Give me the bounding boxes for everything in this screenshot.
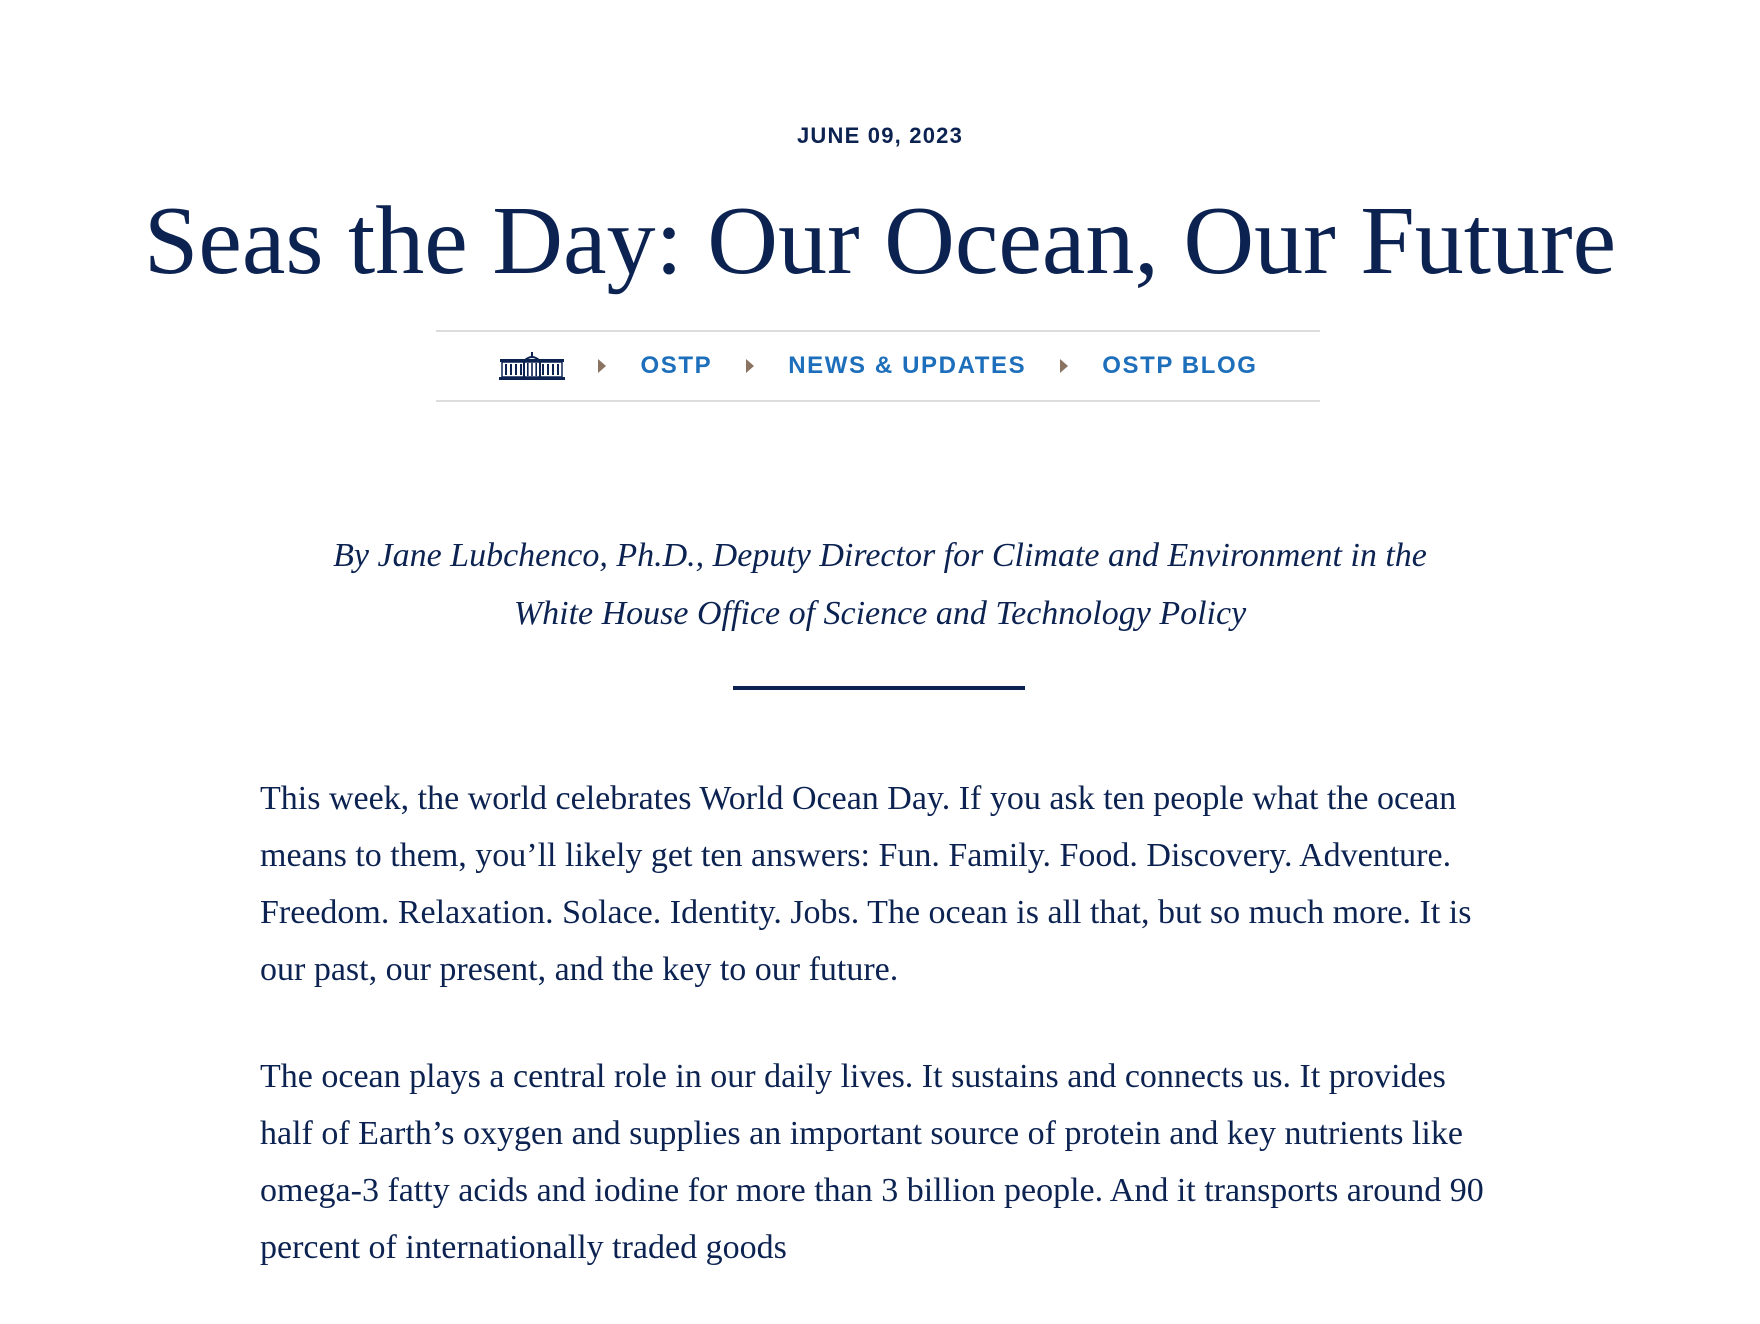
breadcrumb-separator-icon [598, 359, 606, 373]
byline-line-1: By Jane Lubchenco, Ph.D., Deputy Director for Climate and Environment in the [333, 537, 1427, 574]
breadcrumb [436, 330, 1320, 402]
breadcrumb-news-updates[interactable]: NEWS & UPDATES [788, 352, 1027, 379]
byline-line-2: White House Office of Science and Technology Policy [513, 595, 1247, 632]
breadcrumb-ostp-blog[interactable]: OSTP BLOG [1102, 352, 1258, 379]
breadcrumb-home-link[interactable] [498, 351, 566, 381]
article-body [260, 770, 1500, 1324]
page-title: Seas the Day: Our Ocean, Our Future [143, 187, 1617, 295]
breadcrumb-ostp[interactable]: OSTP [640, 352, 713, 379]
breadcrumb-separator-icon [746, 359, 754, 373]
article-paragraph: This week, the world celebrates World Ocean Day. If you ask ten people what the ocean means to them, you’ll likely get ten answers: Fun. Family. Food. Discovery. Adventure. Freedom. Relaxation. Solace. Identity. Jobs. The ocean is all that, but so much more. It is our past, our present, and the key to our future. [260, 780, 1472, 988]
article-paragraph: The ocean plays a central role in our daily lives. It sustains and connects us. It provides half of Earth’s oxygen and supplies an important source of protein and key nutrients like omega-3 fatty acids and iodine for more than 3 billion people. And it transports around 90 percent of internationally traded goods [260, 1058, 1484, 1266]
breadcrumb-separator-icon [1060, 359, 1068, 373]
publish-date: JUNE 09, 2023 [796, 123, 964, 148]
white-house-icon [498, 351, 566, 381]
section-divider [733, 686, 1025, 690]
author-byline [250, 527, 1510, 643]
